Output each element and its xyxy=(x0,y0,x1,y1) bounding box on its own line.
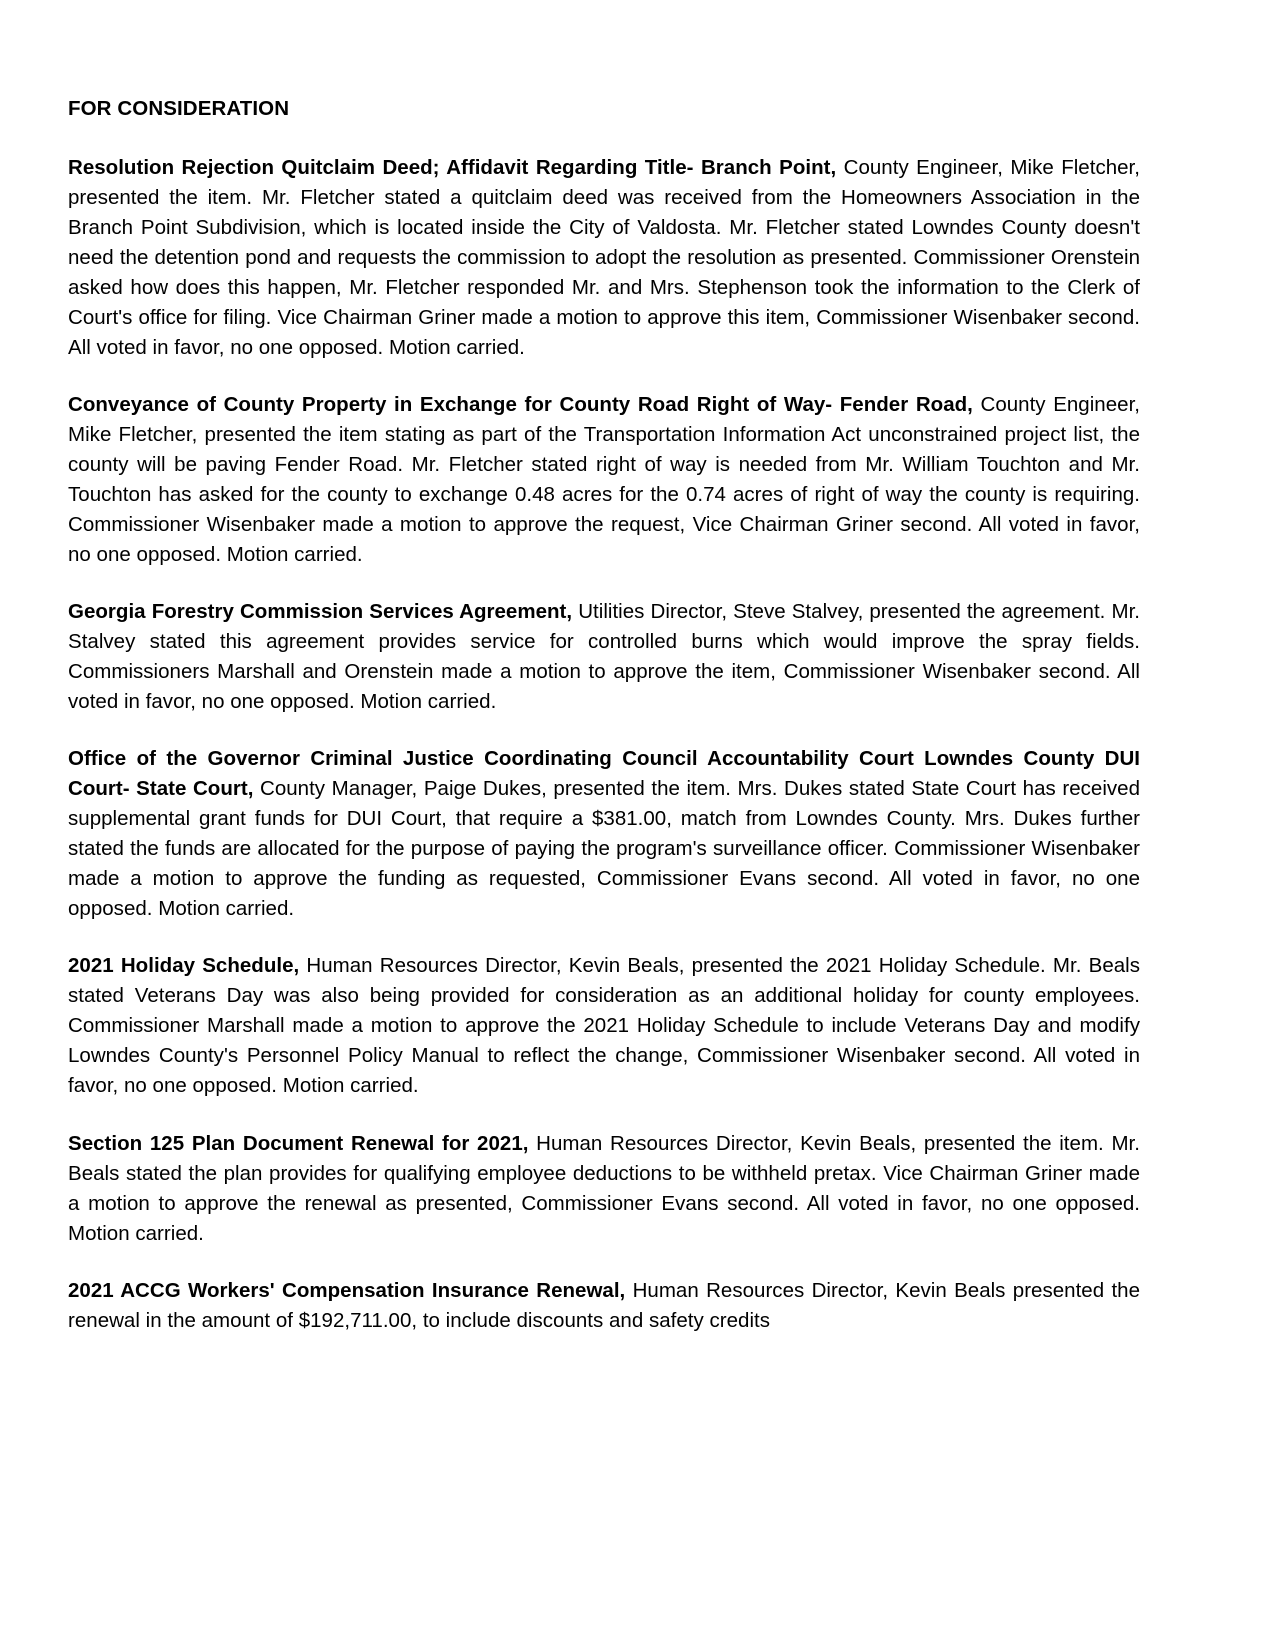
section-heading: FOR CONSIDERATION xyxy=(68,97,290,120)
document-body xyxy=(68,96,1140,1336)
agenda-item-paragraph xyxy=(68,153,1140,363)
agenda-item-body: Human Resources Director, Kevin Beals, presented the 2021 Holiday Schedule. Mr. Beals stated Veterans Day was also being provided for consideration as an additional holiday for county employees. Commissioner Marshall made a motion to approve the 2021 Holiday Schedule to include Veterans Day and modify Lowndes County's Personnel Policy Manual to reflect the change, Commissioner Wisenbaker second. All voted in favor, no one opposed. Motion carried. xyxy=(68,954,1141,1098)
agenda-item-body: County Engineer, Mike Fletcher, presented the item. Mr. Fletcher stated a quitclaim deed was received from the Homeowners Association in the Branch Point Subdivision, which is located inside the City of Valdosta. Mr. Fletcher stated Lowndes County doesn't need the detention pond and requests the commission to adopt the resolution as presented. Commissioner Orenstein asked how does this happen, Mr. Fletcher responded Mr. and Mrs. Stephenson took the information to the Clerk of Court's office for filing. Vice Chairman Griner made a motion to approve this item, Commissioner Wisenbaker second. All voted in favor, no one opposed. Motion carried. xyxy=(68,155,1140,359)
agenda-item-paragraph xyxy=(68,951,1140,1101)
agenda-item-body: Utilities Director, Steve Stalvey, presented the agreement. Mr. Stalvey stated this agreement provides service for controlled burns which would improve the spray fields. Commissioners Marshall and Orenstein made a motion to approve the item, Commissioner Wisenbaker second. All voted in favor, no one opposed. Motion carried. xyxy=(68,600,1140,714)
agenda-item-body: Human Resources Director, Kevin Beals presented the renewal in the amount of $192,711.00, to include discounts and safety credits xyxy=(68,1278,1140,1332)
agenda-item-paragraph xyxy=(68,1129,1140,1249)
agenda-item-title: Section 125 Plan Document Renewal for 2021, xyxy=(68,1131,529,1155)
agenda-item-paragraph xyxy=(68,744,1140,924)
agenda-item-paragraph xyxy=(68,1276,1140,1336)
agenda-item-paragraph xyxy=(68,597,1140,717)
agenda-item-title: 2021 ACCG Workers' Compensation Insurance Renewal, xyxy=(68,1278,626,1302)
agenda-item-paragraph xyxy=(68,390,1140,570)
agenda-item-title: 2021 Holiday Schedule, xyxy=(68,954,300,978)
agenda-item-title: Resolution Rejection Quitclaim Deed; Affidavit Regarding Title- Branch Point, xyxy=(68,155,837,179)
agenda-item-title: Georgia Forestry Commission Services Agreement, xyxy=(68,600,573,624)
agenda-item-body: County Manager, Paige Dukes, presented the item. Mrs. Dukes stated State Court has received supplemental grant funds for DUI Court, that require a $381.00, match from Lowndes County. Mrs. Dukes further stated the funds are allocated for the purpose of paying the program's surveillance officer. Commissioner Wisenbaker made a motion to approve the funding as requested, Commissioner Evans second. All voted in favor, no one opposed. Motion carried. xyxy=(68,777,1141,921)
agenda-item-body: Human Resources Director, Kevin Beals, presented the item. Mr. Beals stated the plan provides for qualifying employee deductions to be withheld pretax. Vice Chairman Griner made a motion to approve the renewal as presented, Commissioner Evans second. All voted in favor, no one opposed. Motion carried. xyxy=(68,1131,1140,1245)
agenda-item-body: County Engineer, Mike Fletcher, presented the item stating as part of the Transportation Information Act unconstrained project list, the county will be paving Fender Road. Mr. Fletcher stated right of way is needed from Mr. William Touchton and Mr. Touchton has asked for the county to exchange 0.48 acres for the 0.74 acres of right of way the county is requiring. Commissioner Wisenbaker made a motion to approve the request, Vice Chairman Griner second. All voted in favor, no one opposed. Motion carried. xyxy=(68,392,1140,567)
agenda-item-title: Conveyance of County Property in Exchange for County Road Right of Way- Fender Road, xyxy=(68,392,973,416)
agenda-item-title: Office of the Governor Criminal Justice Coordinating Council Accountability Court Lowndes County DUI Court- State Court, xyxy=(68,747,1140,801)
